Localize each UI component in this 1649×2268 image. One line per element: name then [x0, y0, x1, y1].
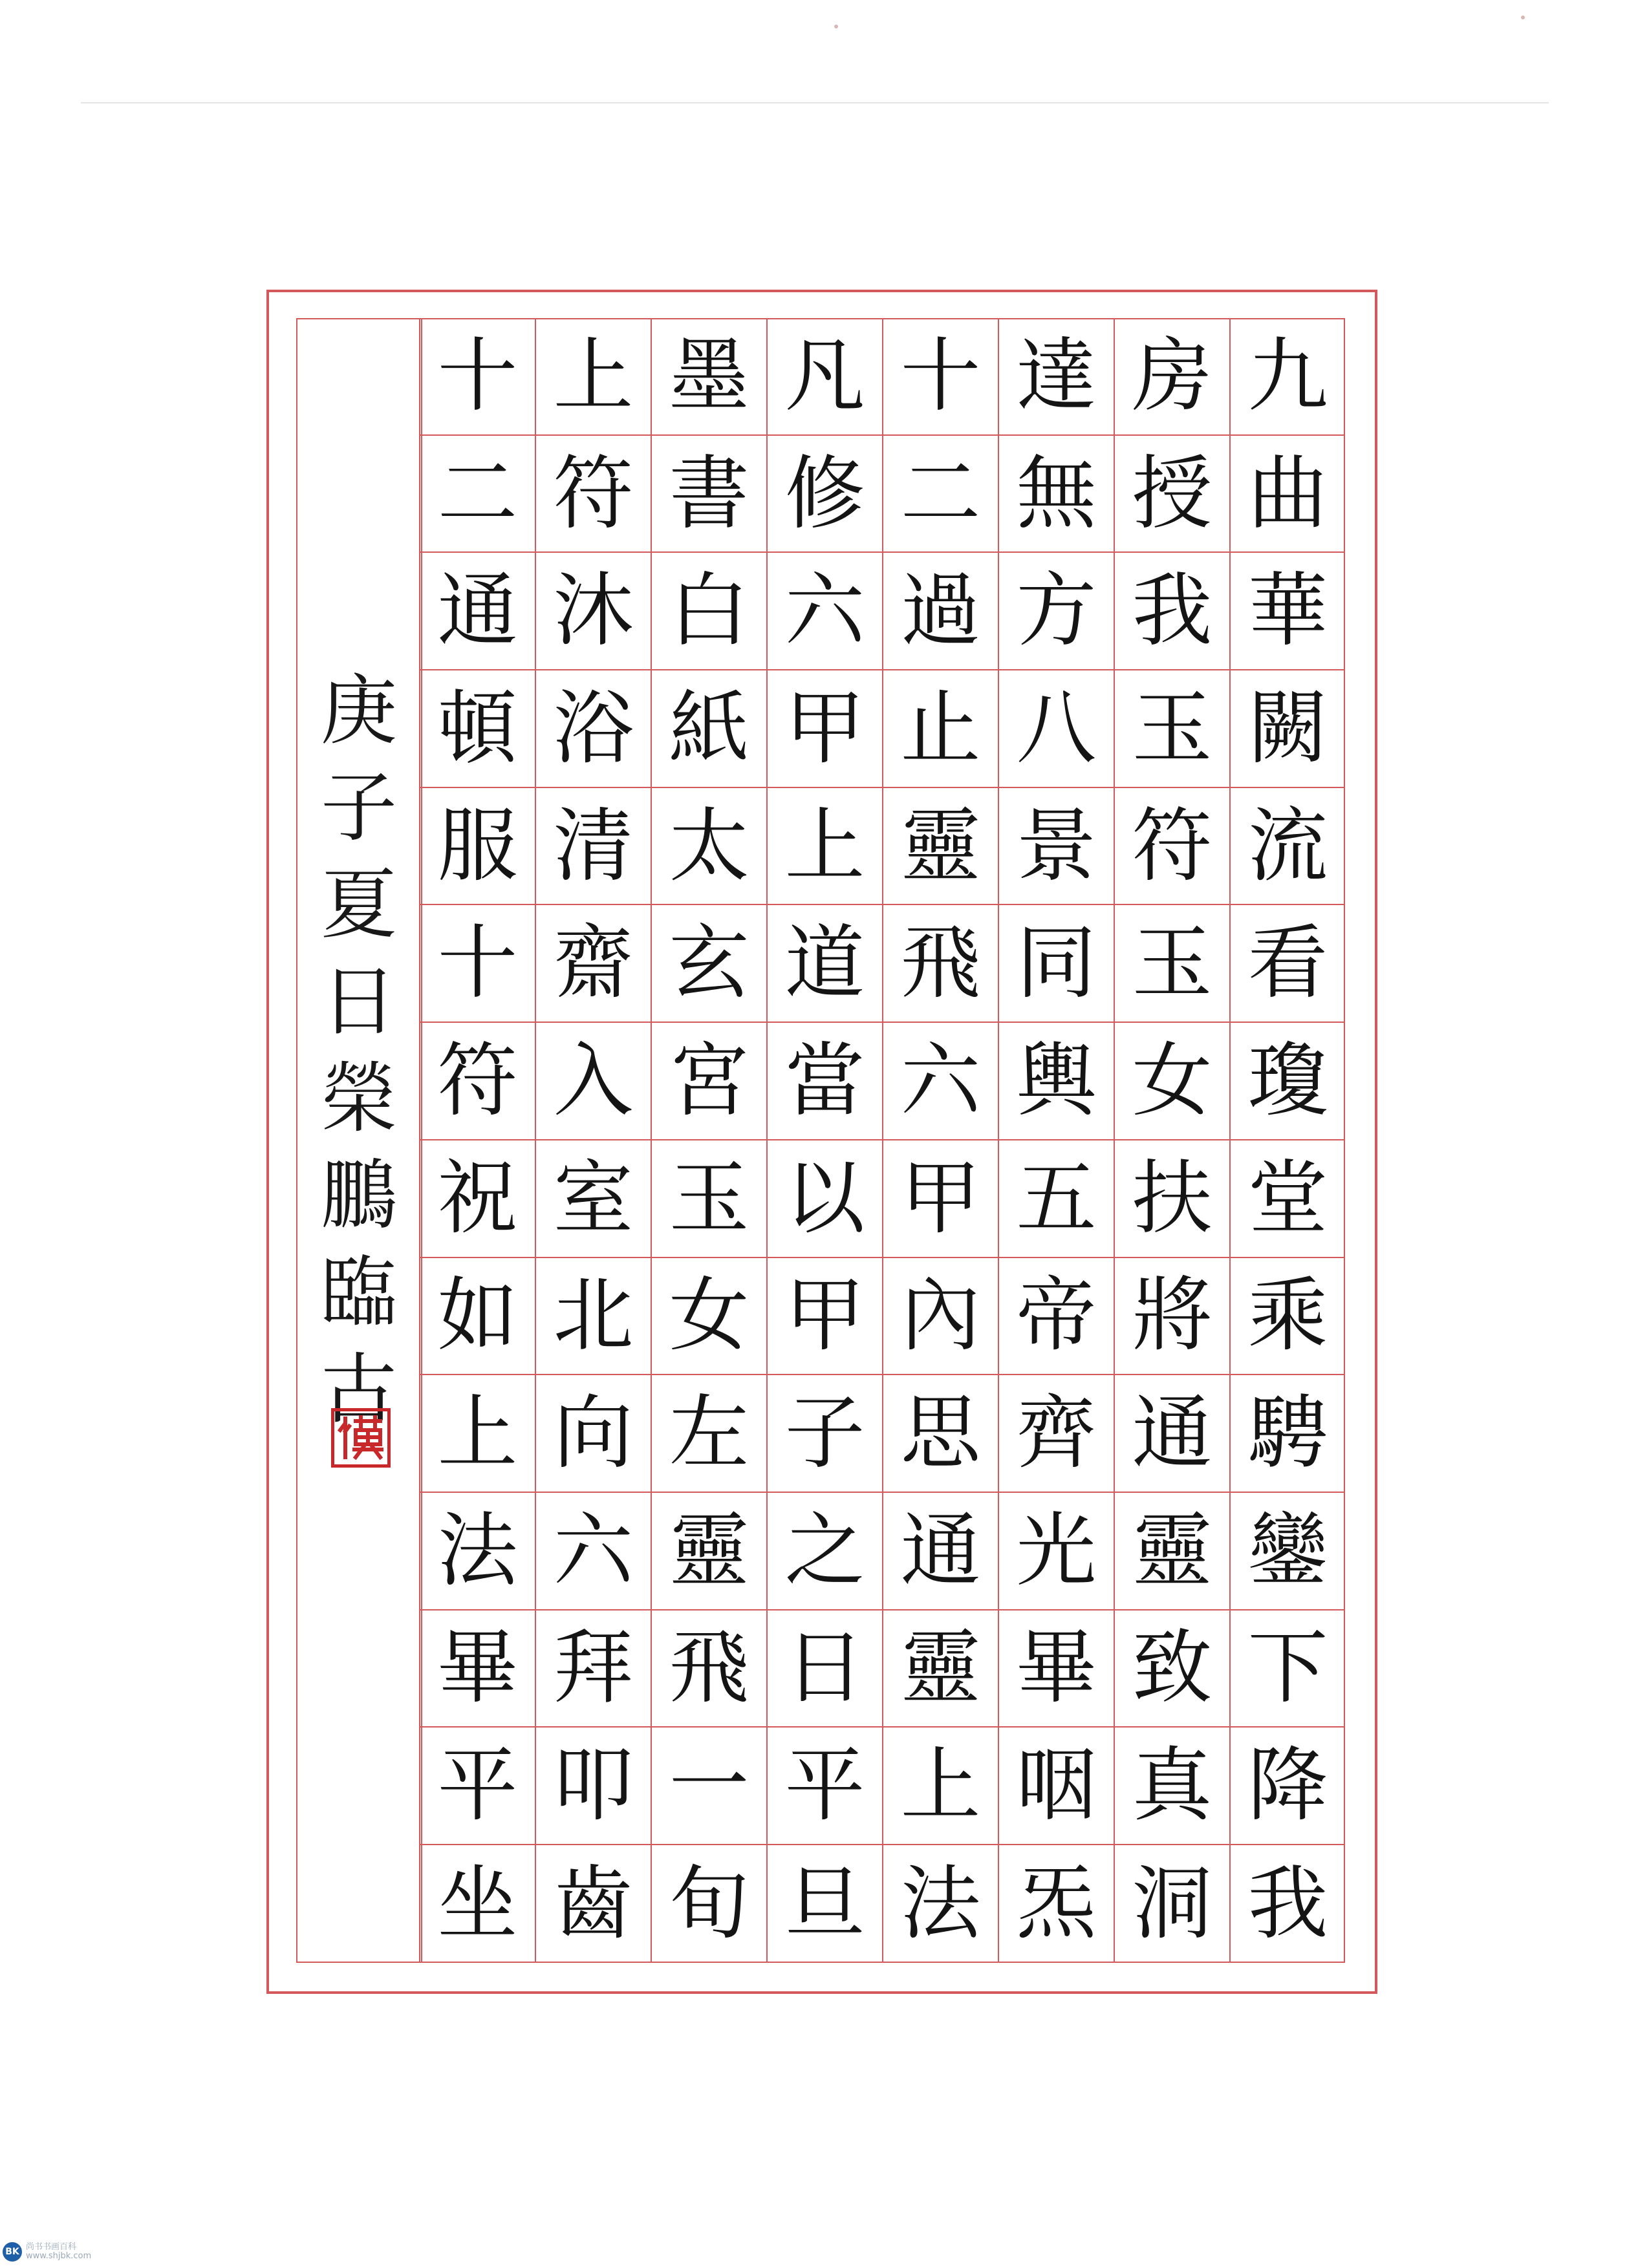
character-cell: 左	[652, 1375, 766, 1493]
character-cell: 我	[1115, 553, 1229, 670]
character-cell: 靈	[652, 1493, 766, 1610]
character-cell: 通	[1115, 1375, 1229, 1493]
character-cell: 甲	[768, 670, 882, 788]
character-cell: 子	[768, 1375, 882, 1493]
character-cell: 畢	[999, 1610, 1114, 1728]
character-cell: 上	[883, 1728, 998, 1845]
character-cell: 坐	[437, 1857, 518, 1951]
signature-character: 夏	[320, 860, 397, 949]
text-column	[419, 318, 535, 1963]
seal-mark	[338, 1415, 384, 1461]
character-cell: 紙	[652, 670, 766, 788]
text-column	[651, 318, 766, 1963]
character-cell: 叩	[536, 1728, 651, 1845]
character-cell: 鑾	[1231, 1493, 1345, 1610]
signature-character: 古	[320, 1345, 397, 1434]
character-cell: 玉	[1115, 670, 1229, 788]
character-cell: 浴	[536, 670, 651, 788]
character-cell: 華	[1231, 553, 1345, 670]
character-cell: 甲	[883, 1140, 998, 1258]
character-cell: 齒	[553, 1857, 634, 1951]
character-cell: 服	[420, 788, 535, 906]
character-cell: 思	[883, 1375, 998, 1493]
site-logo-icon: BK	[3, 2242, 22, 2262]
character-cell: 甲	[768, 1258, 882, 1376]
character-cell: 靈	[1115, 1493, 1229, 1610]
character-cell: 法	[420, 1493, 535, 1610]
character-cell: 如	[420, 1258, 535, 1376]
character-cell: 通	[420, 553, 535, 670]
character-cell: 二	[883, 436, 998, 553]
character-cell: 闕	[1231, 670, 1345, 788]
character-cell: 騁	[1231, 1375, 1345, 1493]
character-cell: 符	[420, 1023, 535, 1140]
character-cell: 帝	[999, 1258, 1114, 1376]
character-cell: 白	[652, 553, 766, 670]
character-cell: 下	[1231, 1610, 1345, 1728]
text-column	[766, 318, 882, 1963]
text-column	[882, 318, 998, 1963]
character-cell: 齊	[999, 1375, 1114, 1493]
character-cell: 同	[999, 905, 1114, 1023]
character-cell: 真	[1115, 1728, 1229, 1845]
character-cell: 咽	[999, 1728, 1114, 1845]
character-cell: 墨	[652, 318, 766, 436]
scan-speck	[834, 25, 838, 28]
character-cell: 五	[999, 1140, 1114, 1258]
character-cell: 八	[999, 670, 1114, 788]
character-cell: 看	[1231, 905, 1345, 1023]
character-cell: 道	[768, 905, 882, 1023]
character-cell: 洞	[1132, 1857, 1212, 1951]
character-cell: 符	[1115, 788, 1229, 906]
character-cell: 二	[420, 436, 535, 553]
character-cell: 北	[536, 1258, 651, 1376]
character-cell: 靈	[883, 788, 998, 906]
character-cell: 六	[536, 1493, 651, 1610]
character-cell: 景	[999, 788, 1114, 906]
character-cell: 頓	[420, 670, 535, 788]
character-cell: 輿	[999, 1023, 1114, 1140]
signature-inscription	[304, 666, 414, 1448]
character-cell: 玄	[652, 905, 766, 1023]
character-cell: 九	[1231, 318, 1345, 436]
character-cell: 法	[900, 1857, 981, 1951]
character-cell: 瓊	[1231, 1023, 1345, 1140]
text-column	[1114, 318, 1229, 1963]
scan-edge-line	[81, 102, 1549, 103]
character-cell: 畢	[420, 1610, 535, 1728]
character-cell: 房	[1115, 318, 1229, 436]
character-cell: 女	[1115, 1023, 1229, 1140]
character-cell: 達	[999, 318, 1114, 436]
character-cell: 平	[420, 1728, 535, 1845]
character-cell: 我	[1247, 1857, 1328, 1951]
signature-character: 鵬	[320, 1151, 397, 1240]
character-cell: 玉	[652, 1140, 766, 1258]
character-cell: 平	[768, 1728, 882, 1845]
character-cell: 無	[999, 436, 1114, 553]
character-cell: 通	[883, 1493, 998, 1610]
character-cell: 室	[536, 1140, 651, 1258]
character-cell: 飛	[652, 1610, 766, 1728]
character-cell: 乘	[1231, 1258, 1345, 1376]
character-cell: 向	[536, 1375, 651, 1493]
character-cell: 旦	[784, 1857, 865, 1951]
signature-character: 庚	[320, 666, 397, 755]
red-seal-stamp	[331, 1408, 391, 1468]
character-cell: 女	[652, 1258, 766, 1376]
character-cell: 流	[1231, 788, 1345, 906]
character-cell: 將	[1115, 1258, 1229, 1376]
character-cell: 旬	[669, 1857, 749, 1951]
character-cell: 入	[536, 1023, 651, 1140]
character-cell: 祝	[420, 1140, 535, 1258]
text-column	[535, 318, 651, 1963]
character-cell: 炁	[1016, 1857, 1097, 1951]
character-cell: 堂	[1231, 1140, 1345, 1258]
character-cell: 一	[652, 1728, 766, 1845]
character-cell: 降	[1231, 1728, 1345, 1845]
signature-character: 子	[320, 763, 397, 852]
character-cell: 方	[999, 553, 1114, 670]
character-cell: 宮	[652, 1023, 766, 1140]
site-watermark	[3, 2241, 91, 2263]
text-column	[1229, 318, 1345, 1963]
character-cell: 曲	[1231, 436, 1345, 553]
signature-character: 臨	[320, 1248, 397, 1337]
character-cell: 光	[999, 1493, 1114, 1610]
character-cell: 過	[883, 553, 998, 670]
signature-character: 日	[320, 957, 397, 1046]
character-cell: 之	[768, 1493, 882, 1610]
character-cell: 齋	[536, 905, 651, 1023]
character-cell: 上	[536, 318, 651, 436]
character-cell: 清	[536, 788, 651, 906]
scan-speck	[1521, 16, 1525, 19]
character-cell: 凡	[768, 318, 882, 436]
character-cell: 上	[768, 788, 882, 906]
watermark-text: 尚书书画百科 www.shjbk.com	[26, 2242, 92, 2261]
character-cell: 玉	[1115, 905, 1229, 1023]
character-cell: 以	[768, 1140, 882, 1258]
character-cell: 符	[536, 436, 651, 553]
character-cell: 修	[768, 436, 882, 553]
character-cell: 十	[883, 318, 998, 436]
character-cell: 扶	[1115, 1140, 1229, 1258]
character-cell: 飛	[883, 905, 998, 1023]
character-cell: 授	[1115, 436, 1229, 553]
character-cell: 書	[652, 436, 766, 553]
character-cell: 太	[652, 788, 766, 906]
character-cell: 上	[420, 1375, 535, 1493]
character-cell: 拜	[536, 1610, 651, 1728]
character-cell: 當	[768, 1023, 882, 1140]
signature-character: 榮	[320, 1054, 397, 1143]
character-cell: 靈	[883, 1610, 998, 1728]
character-cell: 十	[420, 905, 535, 1023]
text-column	[998, 318, 1114, 1963]
character-cell: 六	[883, 1023, 998, 1140]
character-cell: 沐	[536, 553, 651, 670]
character-cell: 止	[883, 670, 998, 788]
character-cell: 日	[768, 1610, 882, 1728]
character-cell: 六	[768, 553, 882, 670]
character-cell: 致	[1115, 1610, 1229, 1728]
character-cell: 內	[883, 1258, 998, 1376]
character-cell: 十	[420, 318, 535, 436]
